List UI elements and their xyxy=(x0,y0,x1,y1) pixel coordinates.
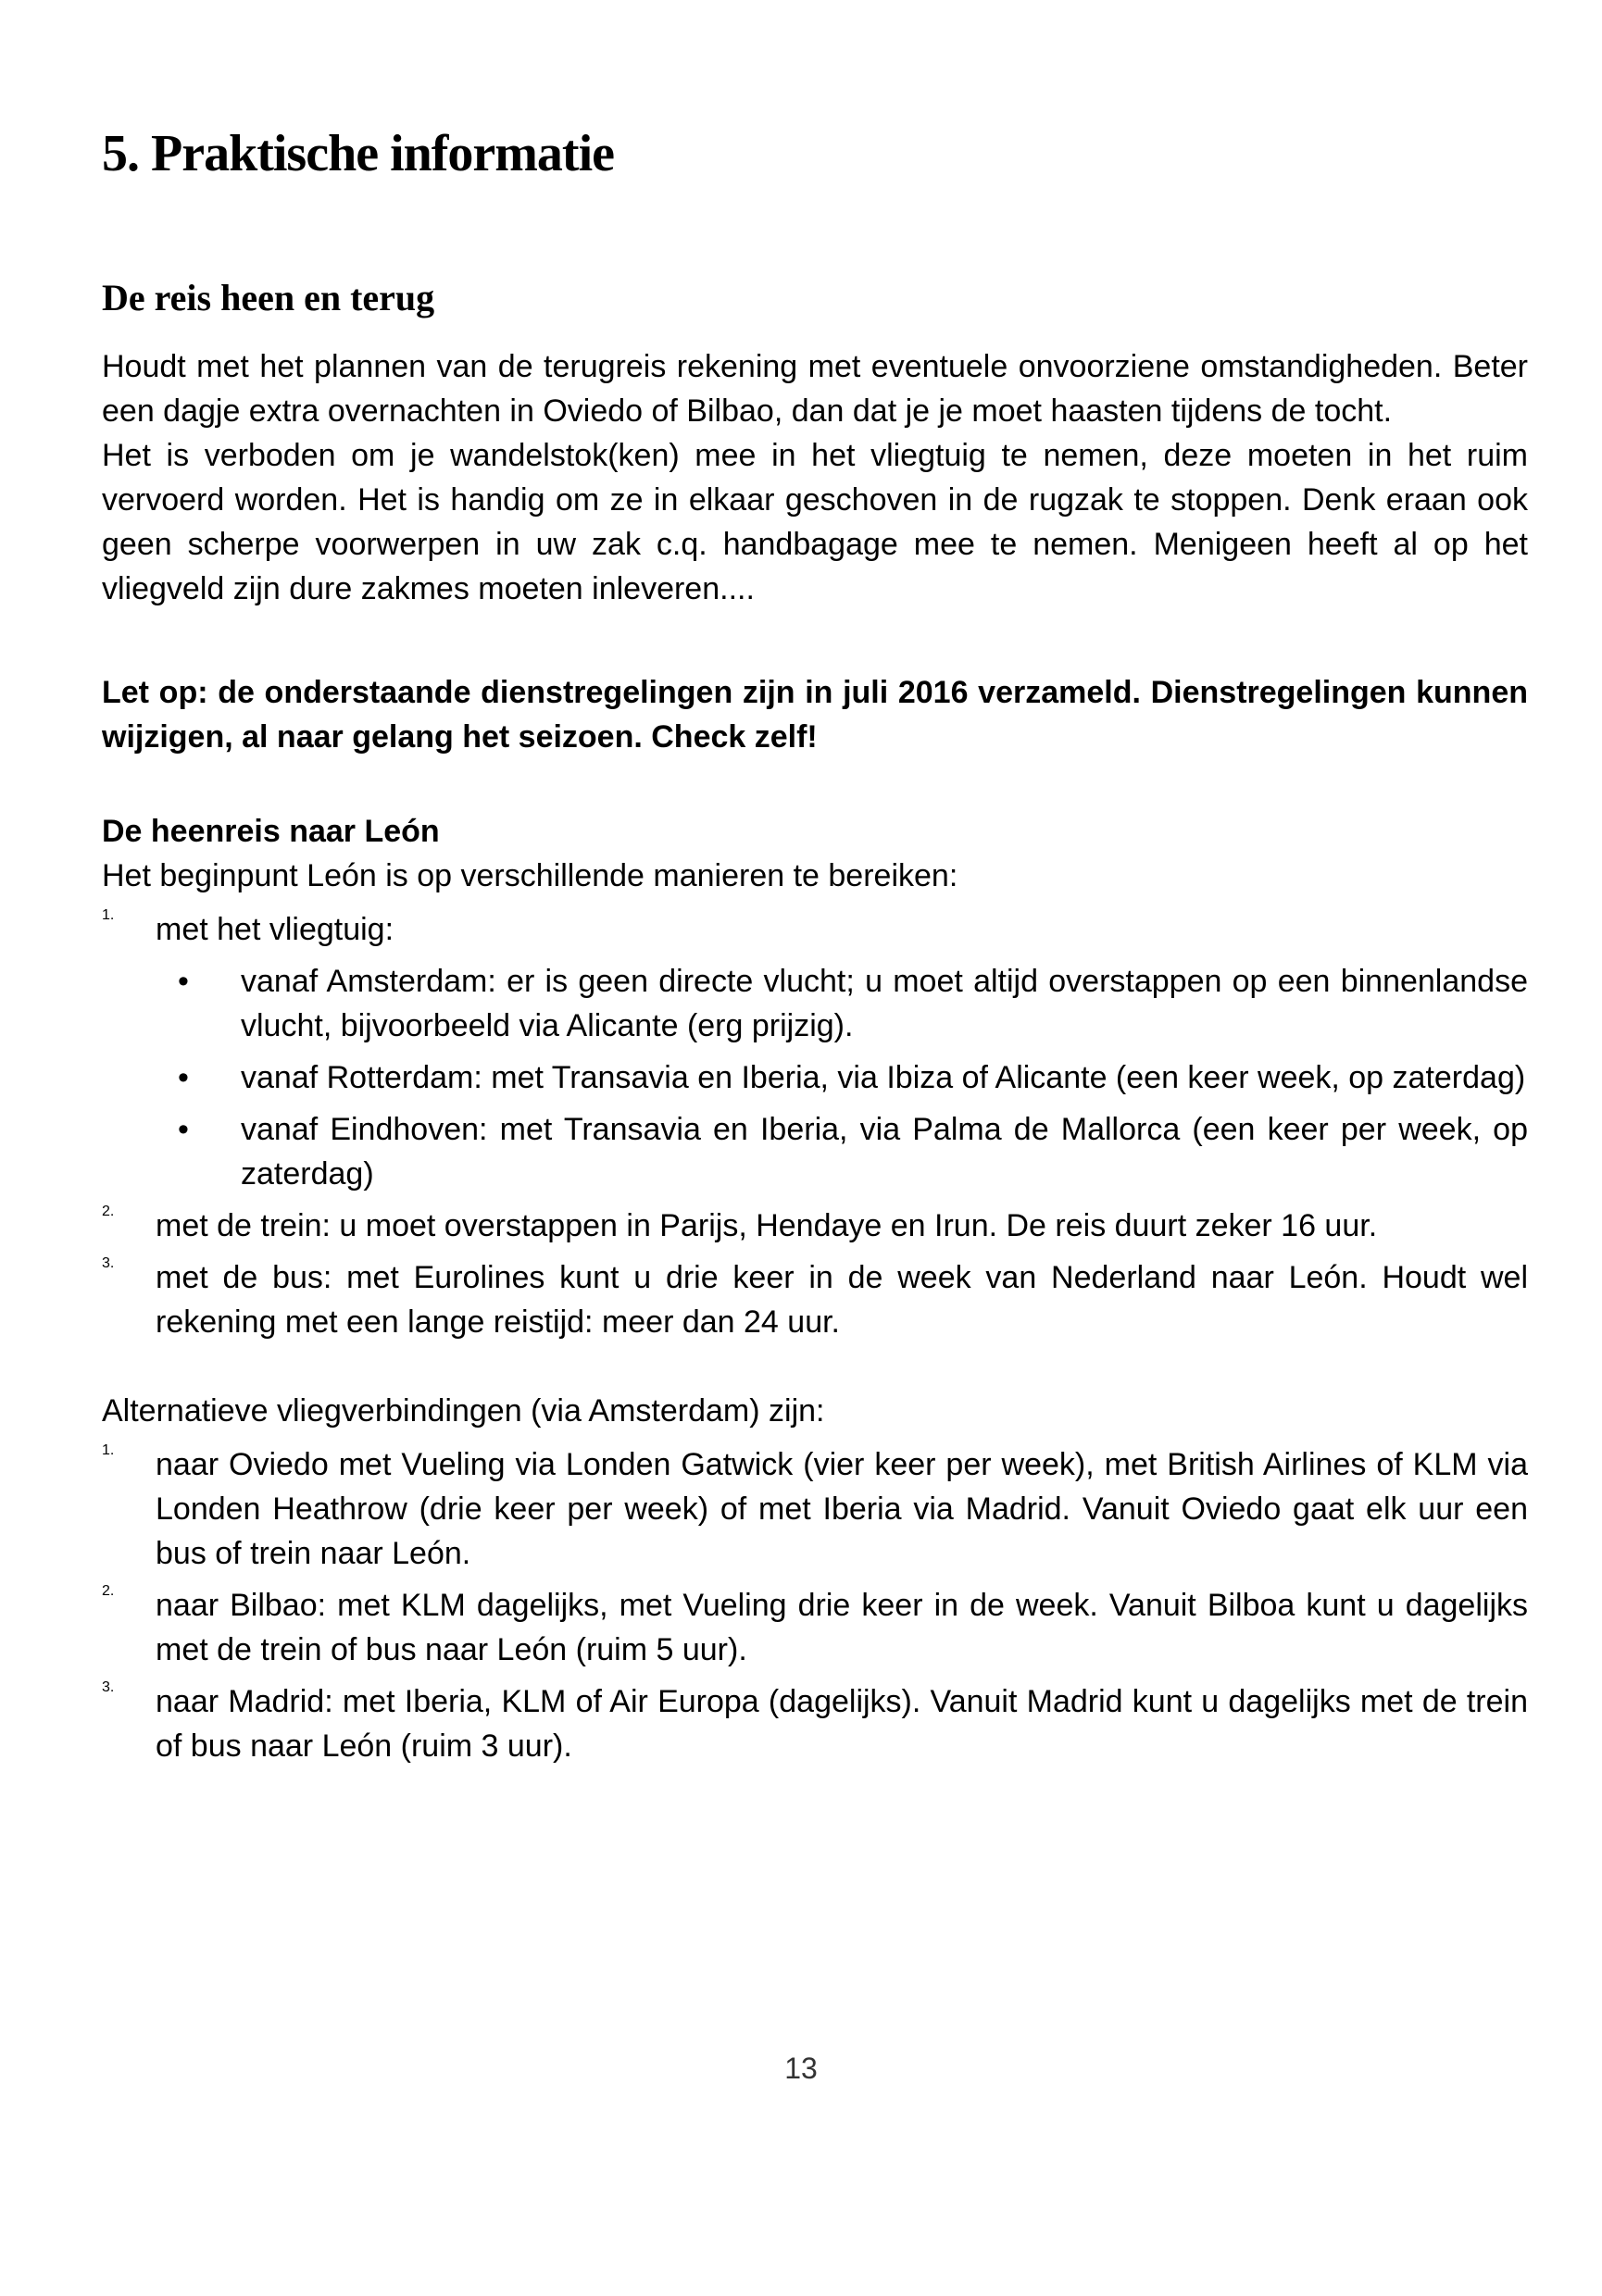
list-item-text: naar Bilbao: met KLM dagelijks, met Vueling drie keer in de week. Vanuit Bilboa kunt u dagelijks met de trein of bus naar León (ruim 5 uur). xyxy=(156,1588,1528,1667)
bullet-icon: • xyxy=(178,1060,189,1095)
paragraph-beginpunt: Het beginpunt León is op verschillende manieren te bereiken: xyxy=(102,858,958,893)
bullet-text: vanaf Rotterdam: met Transavia en Iberia, via Ibiza of Alicante (een keer week, op zaterdag) xyxy=(241,1060,1526,1095)
list-number: 2. xyxy=(102,1583,115,1599)
paragraph-alternatieven: Alternatieve vliegverbindingen (via Amsterdam) zijn: xyxy=(102,1393,825,1429)
list-item-text: met de bus: met Eurolines kunt u drie keer in de week van Nederland naar León. Houdt wel rekening met een lange reistijd: meer dan 24 uur. xyxy=(156,1260,1528,1340)
list-number: 1. xyxy=(102,1442,115,1458)
subheading-heenreis: De heenreis naar León xyxy=(102,814,440,849)
list-item-bilbao xyxy=(102,1583,1528,1672)
section-heading-reis: De reis heen en terug xyxy=(102,277,435,318)
list-item-text: met de trein: u moet overstappen in Parijs, Hendaye en Irun. De reis duurt zeker 16 uur. xyxy=(156,1208,1378,1243)
alternatieven-list xyxy=(102,1442,1528,1768)
list-number: 3. xyxy=(102,1255,115,1271)
page-title: 5. Praktische informatie xyxy=(102,125,614,182)
page-content xyxy=(102,126,1528,1768)
paragraph-wandelstok: Het is verboden om je wandelstok(ken) mee in het vliegtuig te nemen, deze moeten in het ruim vervoerd worden. Het is handig om ze in elkaar geschoven in de rugzak te stoppen. Denk eraan ook geen scherpe voorwerpen in uw zak c.q. handbagage mee te nemen. Menigeen heeft al op het vliegveld zijn dure zakmes moeten inleveren.... xyxy=(102,438,1528,606)
list-number: 3. xyxy=(102,1679,115,1695)
list-item-text: naar Oviedo met Vueling via Londen Gatwick (vier keer per week), met British Airlines of KLM via Londen Heathrow (drie keer per week) of met Iberia via Madrid. Vanuit Oviedo gaat elk uur een bus of trein naar León. xyxy=(156,1447,1528,1571)
heenreis-options-list xyxy=(102,907,1528,1344)
page-number: 13 xyxy=(784,2052,818,2085)
list-item-text: naar Madrid: met Iberia, KLM of Air Europa (dagelijks). Vanuit Madrid kunt u dagelijks met de trein of bus naar León (ruim 3 uur). xyxy=(156,1684,1528,1764)
list-number: 2. xyxy=(102,1204,115,1219)
bullet-text: vanaf Amsterdam: er is geen directe vlucht; u moet altijd overstappen op een binnenlandse vlucht, bijvoorbeeld via Alicante (erg prijzig). xyxy=(241,964,1528,1043)
list-item-bus xyxy=(102,1255,1528,1344)
list-item-vliegtuig xyxy=(102,907,1528,1196)
bullet-icon: • xyxy=(178,1112,189,1147)
list-item-oviedo xyxy=(102,1442,1528,1576)
bullet-icon: • xyxy=(178,964,189,999)
note-dienstregelingen: Let op: de onderstaande dienstregelingen zijn in juli 2016 verzameld. Dienstregelingen kunnen wijzigen, al naar gelang het seizoen. Check zelf! xyxy=(102,675,1528,755)
bullet-text: vanaf Eindhoven: met Transavia en Iberia, via Palma de Mallorca (een keer per week, op zaterdag) xyxy=(241,1112,1528,1192)
bullet-item-amsterdam xyxy=(156,959,1528,1048)
bullet-item-eindhoven xyxy=(156,1107,1528,1196)
bullet-item-rotterdam xyxy=(156,1055,1528,1100)
paragraph-terugreis: Houdt met het plannen van de terugreis rekening met eventuele onvoorziene omstandigheden. Beter een dagje extra overnachten in Oviedo of Bilbao, dan dat je je moet haasten tijdens de tocht. xyxy=(102,349,1528,429)
list-item-text: met het vliegtuig: xyxy=(156,912,394,947)
list-item-madrid xyxy=(102,1679,1528,1768)
list-item-body xyxy=(156,907,1528,1196)
list-item-trein xyxy=(102,1204,1528,1248)
list-number: 1. xyxy=(102,907,115,923)
